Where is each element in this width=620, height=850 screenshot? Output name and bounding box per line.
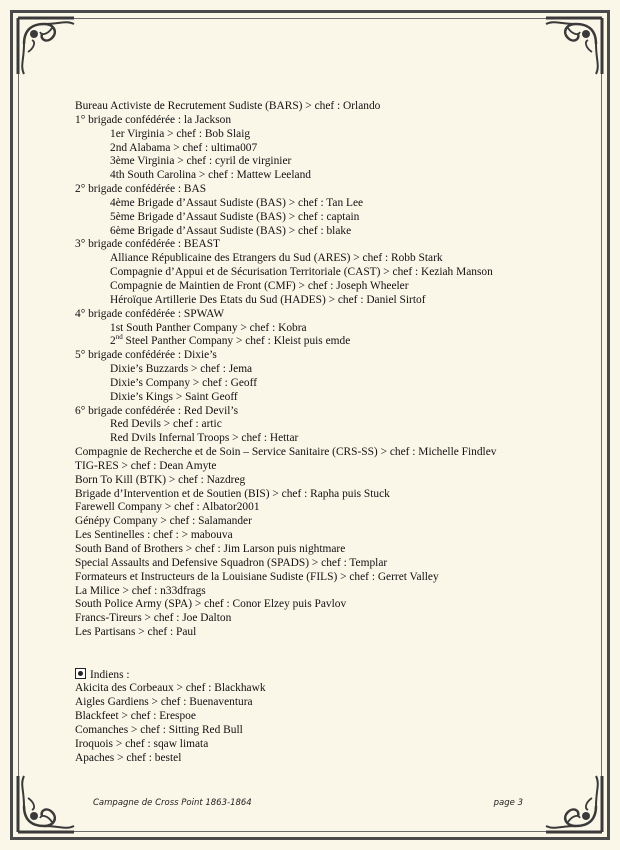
- list-item: Dixie’s Buzzards > chef : Jema: [110, 363, 253, 376]
- corner-ornament-icon: [14, 14, 78, 78]
- list-item: Iroquois > chef : sqaw limata: [75, 737, 209, 750]
- list-item: La Milice > chef : n33dfrags: [75, 584, 206, 597]
- section-gap: [75, 640, 555, 668]
- list-item: 2nd Steel Panther Company > chef : Kleist puis emde: [110, 333, 351, 348]
- list-item: 6ème Brigade d’Assaut Sudiste (BAS) > chef : blake: [110, 224, 352, 237]
- list-item: 4ème Brigade d’Assaut Sudiste (BAS) > chef : Tan Lee: [110, 196, 364, 209]
- list-item: Compagnie de Maintien de Front (CMF) > chef : Joseph Wheeler: [110, 279, 409, 292]
- list-item: Born To Kill (BTK) > chef : Nazdreg: [75, 473, 246, 486]
- list-item: Dixie’s Kings > Saint Geoff: [110, 390, 238, 403]
- list-item: Aigles Gardiens > chef : Buenaventura: [75, 696, 253, 709]
- list-item: 3° brigade confédérée : BEAST: [75, 238, 220, 251]
- list-item: Dixie’s Company > chef : Geoff: [110, 376, 257, 389]
- list-item: Farewell Company > chef : Albator2001: [75, 501, 260, 514]
- list-item: 4° brigade confédérée : SPWAW: [75, 307, 225, 320]
- indiens-heading: Indiens :: [75, 668, 555, 683]
- list-item: 4th South Carolina > chef : Mattew Leeland: [110, 169, 311, 182]
- list-item: 2nd Alabama > chef : ultima007: [110, 141, 258, 154]
- list-item: 5° brigade confédérée : Dixie’s: [75, 349, 217, 362]
- list-item: Les Sentinelles : chef : > mabouva: [75, 529, 233, 542]
- list-item: 1° brigade confédérée : la Jackson: [75, 113, 232, 126]
- list-item: Formateurs et Instructeurs de la Louisiane Sudiste (FILS) > chef : Gerret Valley: [75, 570, 439, 583]
- list-item: South Band of Brothers > chef : Jim Larson puis nightmare: [75, 543, 346, 555]
- bullet-icon: [75, 668, 86, 679]
- list-item: 1er Virginia > chef : Bob Slaig: [110, 127, 251, 140]
- list-item: Special Assaults and Defensive Squadron (SPADS) > chef : Templar: [75, 556, 388, 569]
- corner-ornament-icon: [542, 14, 606, 78]
- list-item: TIG-RES > chef : Dean Amyte: [75, 459, 217, 472]
- list-item: Francs-Tireurs > chef : Joe Dalton: [75, 612, 232, 625]
- list-item: Génépy Company > chef : Salamander: [75, 515, 252, 528]
- list-item: Comanches > chef : Sitting Red Bull: [75, 723, 243, 736]
- list-item: 1st South Panther Company > chef : Kobra: [110, 321, 307, 334]
- confederate-units: [75, 100, 555, 640]
- list-item: 2° brigade confédérée : BAS: [75, 183, 207, 196]
- list-item: Red Dvils Infernal Troops > chef : Hettar: [110, 432, 299, 445]
- corner-ornament-icon: [542, 772, 606, 836]
- list-item: 5ème Brigade d’Assaut Sudiste (BAS) > chef : captain: [110, 210, 360, 223]
- list-item: Les Partisans > chef : Paul: [75, 626, 197, 639]
- unit-list: [75, 100, 555, 766]
- list-item: Alliance Républicaine des Etrangers du Sud (ARES) > chef : Robb Stark: [110, 252, 443, 265]
- footer-campaign-title: Campagne de Cross Point 1863-1864: [93, 798, 252, 808]
- list-item: Apaches > chef : bestel: [75, 751, 182, 764]
- list-item: Héroïque Artillerie Des Etats du Sud (HADES) > chef : Daniel Sirtof: [110, 293, 426, 306]
- list-item: Bureau Activiste de Recrutement Sudiste (BARS) > chef : Orlando: [75, 100, 381, 112]
- corner-ornament-icon: [14, 772, 78, 836]
- list-item: Compagnie de Recherche et de Soin – Service Sanitaire (CRS-SS) > chef : Michelle Findlev: [75, 446, 497, 459]
- list-item: Blackfeet > chef : Erespoe: [75, 710, 196, 723]
- list-item: 6° brigade confédérée : Red Devil’s: [75, 404, 239, 417]
- list-item: Compagnie d’Appui et de Sécurisation Territoriale (CAST) > chef : Keziah Manson: [110, 266, 493, 279]
- list-item: Akicita des Corbeaux > chef : Blackhawk: [75, 682, 266, 695]
- list-item: Red Devils > chef : artic: [110, 418, 222, 431]
- list-item: 3ème Virginia > chef : cyril de virginier: [110, 155, 292, 168]
- indian-units: [75, 682, 555, 765]
- list-item: South Police Army (SPA) > chef : Conor Elzey puis Pavlov: [75, 598, 347, 611]
- footer-page-number: page 3: [493, 798, 523, 808]
- list-item: Brigade d’Intervention et de Soutien (BIS) > chef : Rapha puis Stuck: [75, 487, 390, 500]
